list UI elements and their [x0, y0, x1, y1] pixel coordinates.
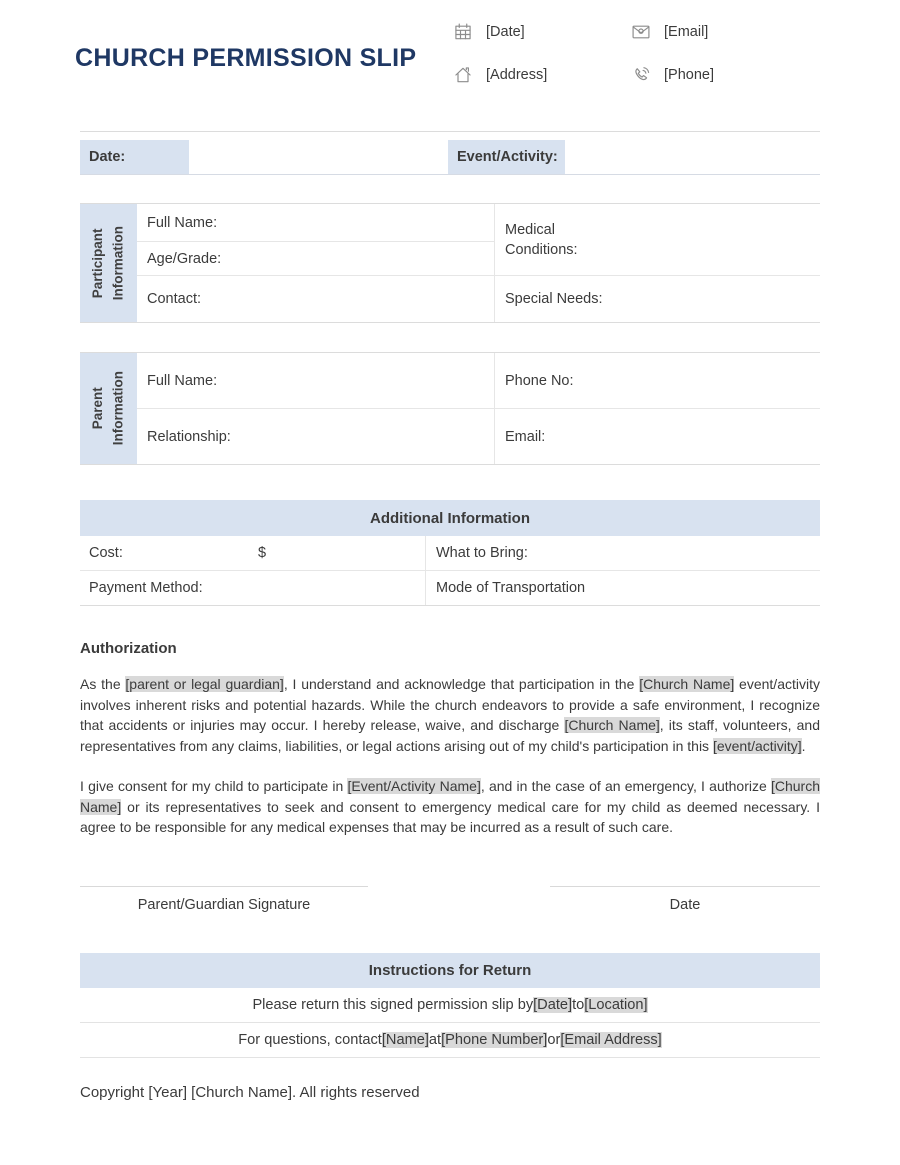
parent-phone-label: Phone No: — [505, 372, 574, 389]
email-icon — [631, 22, 651, 42]
parent-full-name-label: Full Name: — [147, 372, 218, 389]
participant-age-grade-input[interactable] — [221, 242, 494, 275]
participant-information-table — [80, 203, 820, 323]
medical-conditions-row — [495, 204, 820, 276]
church-contact-block — [453, 20, 714, 87]
additional-information-table — [80, 500, 820, 606]
copyright-notice: Copyright [Year] [Church Name]. All rights reserved — [80, 1083, 420, 1101]
parent-full-name-input[interactable] — [217, 353, 494, 408]
signature-date-line[interactable] — [550, 886, 820, 913]
contact-email — [631, 20, 714, 44]
contact-date — [453, 20, 631, 44]
parent-section-label-cell — [80, 353, 137, 464]
parent-signature-line[interactable] — [80, 886, 368, 913]
cost-label: Cost: — [89, 545, 123, 561]
parent-relationship-input[interactable] — [231, 409, 494, 464]
transportation-label: Mode of Transportation — [436, 580, 586, 596]
parent-relationship-row — [137, 409, 494, 464]
parent-phone-row — [495, 353, 820, 409]
participant-full-name-label: Full Name: — [147, 214, 218, 231]
cost-currency-symbol[interactable]: $ — [258, 545, 267, 561]
document-header — [75, 0, 820, 131]
signature-date-label: Date — [669, 896, 701, 913]
event-label-cell: Event/Activity: — [448, 140, 565, 174]
what-to-bring-input[interactable] — [528, 536, 820, 570]
participant-contact-row — [137, 276, 494, 322]
authorization-section — [80, 640, 820, 838]
transportation-input[interactable] — [585, 571, 820, 605]
additional-information-header: Additional Information — [80, 500, 820, 536]
participant-full-name-input[interactable] — [217, 204, 494, 241]
calendar-icon — [453, 22, 473, 42]
date-label-cell: Date: — [80, 140, 189, 174]
special-needs-label: Special Needs: — [505, 291, 603, 307]
signature-section — [80, 886, 820, 913]
contact-email-label: [Email] — [664, 24, 709, 40]
parent-relationship-label: Relationship: — [147, 428, 231, 445]
contact-phone-label: [Phone] — [664, 67, 714, 83]
parent-email-label: Email: — [505, 428, 546, 445]
medical-conditions-input[interactable] — [617, 204, 820, 275]
special-needs-input[interactable] — [617, 276, 820, 322]
page-title: CHURCH PERMISSION SLIP — [75, 44, 417, 72]
parent-signature-label: Parent/Guardian Signature — [137, 896, 311, 913]
date-input-cell[interactable] — [189, 140, 448, 174]
medical-conditions-label: Medical Conditions: — [505, 221, 578, 258]
payment-method-row — [80, 571, 820, 606]
parent-information-table — [80, 352, 820, 465]
contact-address-label: [Address] — [486, 67, 548, 83]
parent-full-name-row — [137, 353, 494, 409]
cost-row — [80, 536, 820, 571]
special-needs-row — [495, 276, 820, 322]
participant-age-grade-label: Age/Grade: — [147, 250, 222, 267]
event-input-cell[interactable] — [565, 140, 820, 174]
contact-address — [453, 63, 631, 87]
contact-date-label: [Date] — [486, 24, 525, 40]
parent-phone-input[interactable] — [574, 353, 820, 408]
participant-section-label-cell — [80, 204, 137, 322]
participant-contact-input[interactable] — [201, 276, 494, 322]
participant-section-label: Participant Information — [90, 225, 126, 301]
instructions-header: Instructions for Return — [80, 953, 820, 988]
instructions-line-2: For questions, contact [Name] at [Phone Number] or [Email Address] — [80, 1023, 820, 1058]
authorization-heading: Authorization — [80, 640, 177, 657]
parent-email-row — [495, 409, 820, 464]
authorization-paragraph-1: As the [parent or legal guardian], I understand and acknowledge that participation in the [Church Name] event/activity involves inherent risks and potential hazards. While the church endeavors to provide a safe environment, I recognize that accidents or injuries may occur. I hereby release, waive, and discharge [Church Name], its staff, volunteers, and representatives from any claims, liabilities, or legal actions arising out of my child's participation in this [event/activity]. — [80, 676, 820, 754]
participant-contact-label: Contact: — [147, 291, 201, 307]
home-icon — [453, 65, 473, 85]
payment-method-label: Payment Method: — [89, 580, 203, 596]
parent-section-label: Parent Information — [90, 371, 126, 446]
parent-email-input[interactable] — [545, 409, 820, 464]
participant-full-name-row — [137, 204, 494, 242]
instructions-line-1: Please return this signed permission slip by [Date] to [Location] — [80, 988, 820, 1023]
instructions-for-return-table — [80, 953, 820, 1058]
phone-icon — [631, 65, 651, 85]
date-event-table — [80, 131, 820, 175]
contact-phone — [631, 63, 714, 87]
what-to-bring-label: What to Bring: — [436, 545, 528, 561]
authorization-paragraph-2: I give consent for my child to participate in [Event/Activity Name], and in the case of an emergency, I authorize [Church Name] or its representatives to seek and consent to emergency medical care for my child as deemed necessary. I agree to be responsible for any medical expenses that may be incurred as a result of such care. — [80, 778, 820, 835]
participant-age-grade-row — [137, 242, 494, 276]
